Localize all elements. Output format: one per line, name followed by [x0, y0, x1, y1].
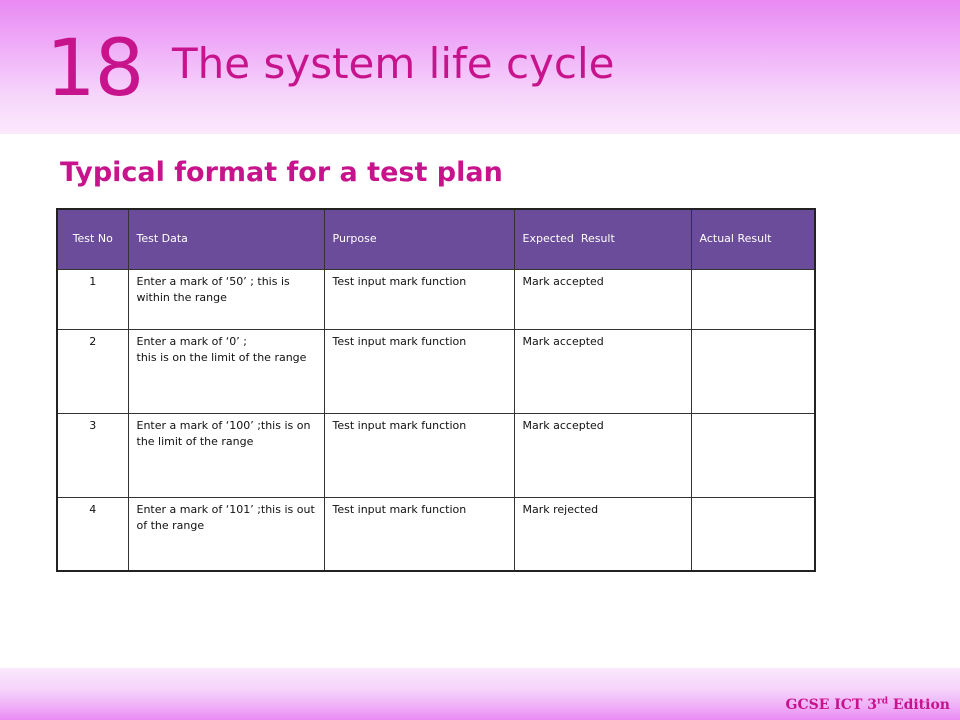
test-data-cell: Enter a mark of ‘101’ ;this is out of the range	[128, 497, 324, 571]
purpose-cell: Test input mark function	[324, 329, 514, 413]
test-plan-table	[56, 208, 816, 572]
test-no-cell: 4	[57, 497, 128, 571]
table-header-row	[57, 209, 815, 269]
chapter-title: The system life cycle	[172, 39, 615, 88]
table-row	[57, 413, 815, 497]
purpose-cell: Test input mark function	[324, 497, 514, 571]
purpose-cell: Test input mark function	[324, 413, 514, 497]
test-no-cell: 3	[57, 413, 128, 497]
column-header-test-data: Test Data	[128, 209, 324, 269]
actual-result-cell	[691, 269, 815, 329]
test-data-cell: Enter a mark of ‘0’ ; this is on the limit of the range	[128, 329, 324, 413]
column-header-purpose: Purpose	[324, 209, 514, 269]
column-header-test-no: Test No	[57, 209, 128, 269]
test-no-cell: 1	[57, 269, 128, 329]
table-row	[57, 329, 815, 413]
actual-result-cell	[691, 329, 815, 413]
section-heading: Typical format for a test plan	[60, 157, 503, 188]
purpose-cell: Test input mark function	[324, 269, 514, 329]
footer-text-end: Edition	[888, 697, 950, 713]
column-header-expected-result: Expected Result	[514, 209, 691, 269]
expected-result-cell: Mark accepted	[514, 413, 691, 497]
test-no-cell: 2	[57, 329, 128, 413]
actual-result-cell	[691, 497, 815, 571]
expected-result-cell: Mark accepted	[514, 269, 691, 329]
column-header-actual-result: Actual Result	[691, 209, 815, 269]
expected-result-cell: Mark rejected	[514, 497, 691, 571]
table-row	[57, 497, 815, 571]
table-row	[57, 269, 815, 329]
expected-result-cell: Mark accepted	[514, 329, 691, 413]
test-data-cell: Enter a mark of ‘100’ ;this is on the limit of the range	[128, 413, 324, 497]
actual-result-cell	[691, 413, 815, 497]
footer-text-main: GCSE ICT 3	[785, 697, 877, 713]
chapter-number: 18	[46, 24, 144, 114]
footer-text-superscript: rd	[876, 696, 889, 707]
footer-edition-label	[786, 696, 951, 714]
test-data-cell: Enter a mark of ‘50’ ; this is within the range	[128, 269, 324, 329]
